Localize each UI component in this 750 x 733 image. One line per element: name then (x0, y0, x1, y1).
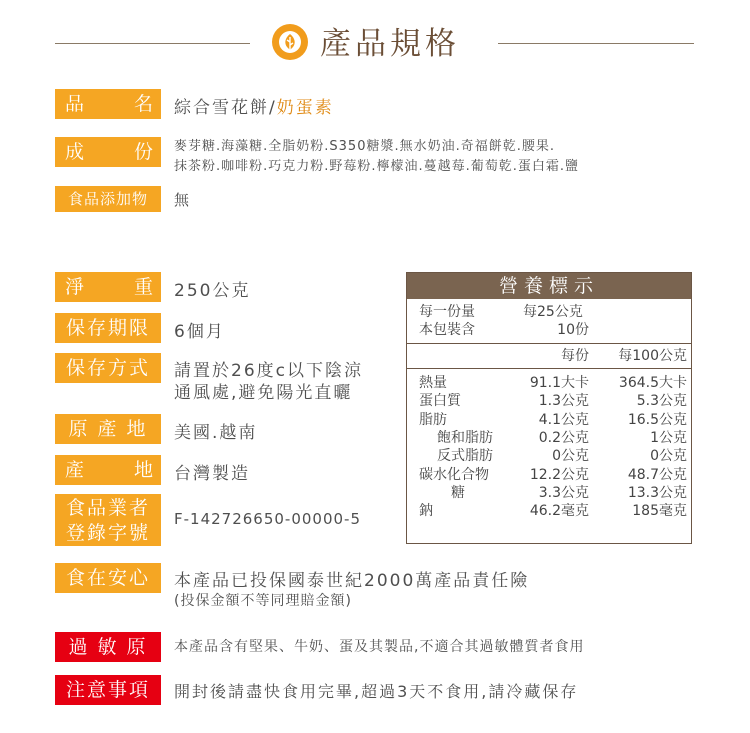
package-count-value: 10份 (557, 322, 589, 338)
col-per-serving: 每份 (561, 348, 589, 364)
label-origin: 原 產 地 (55, 414, 161, 444)
storage-line2: 通風處,避免陽光直曬 (174, 383, 353, 403)
nutrient-per-serving: 0公克 (552, 448, 589, 465)
additives-value: 無 (174, 191, 192, 209)
nutrient-per-100g: 185毫克 (632, 503, 687, 520)
nutrition-divider-1 (407, 343, 691, 344)
header-line-left (55, 43, 250, 44)
label-net-weight: 淨 重 (55, 272, 161, 302)
nutrition-title: 營養標示 (407, 273, 691, 299)
nutrient-per-serving: 0.2公克 (538, 429, 589, 446)
shelf-life-value: 6個月 (174, 322, 225, 342)
nutrient-per-100g: 1公克 (650, 429, 687, 446)
label-manufacture: 產 地 (55, 455, 161, 485)
nutrient-per-serving: 12.2公克 (529, 466, 589, 483)
nutrient-per-100g: 5.3公克 (636, 393, 687, 410)
nutrient-name: 飽和脂肪 (437, 429, 493, 446)
label-registration: 食品業者 登錄字號 (55, 494, 161, 546)
label-safety: 食在安心 (55, 563, 161, 593)
net-weight-value: 250公克 (174, 281, 251, 301)
manufacture-value: 台灣製造 (174, 464, 250, 484)
package-count-label: 本包裝含 (419, 322, 475, 338)
page-title: 產品規格 (320, 26, 460, 62)
nutrient-per-serving: 1.3公克 (538, 393, 589, 410)
nutrient-per-serving: 4.1公克 (538, 411, 589, 428)
nutrient-per-100g: 48.7公克 (627, 466, 687, 483)
notice-value: 開封後請盡快食用完畢,超過3天不食用,請冷藏保存 (174, 682, 579, 701)
label-allergen: 過 敏 原 (55, 632, 161, 662)
nutrient-per-100g: 364.5大卡 (618, 375, 687, 391)
leaf-icon (272, 24, 308, 60)
origin-value: 美國.越南 (174, 423, 258, 443)
storage-line1: 請置於26度c以下陰涼 (174, 361, 363, 381)
nutrient-name: 反式脂肪 (437, 448, 493, 465)
safety-line2: (投保金額不等同理賠金額) (174, 593, 352, 609)
nutrient-name: 碳水化合物 (419, 466, 489, 483)
label-additives: 食品添加物 (55, 186, 161, 212)
label-product-name: 品 名 (55, 89, 161, 119)
nutrient-name: 熱量 (419, 375, 447, 391)
nutrient-per-100g: 0公克 (650, 448, 687, 465)
nutrient-name: 鈉 (419, 503, 433, 520)
ingredients-line1: 麥芽糖.海藻糖.全脂奶粉.S350糖漿.無水奶油.奇福餅乾.腰果. (174, 139, 555, 154)
ingredients-line2: 抹茶粉.咖啡粉.巧克力粉.野莓粉.檸檬油.蔓越莓.葡萄乾.蛋白霜.鹽 (174, 159, 580, 174)
nutrient-per-serving: 46.2毫克 (529, 503, 589, 520)
safety-line1: 本產品已投保國泰世紀2000萬產品責任險 (174, 571, 530, 591)
nutrient-name: 糖 (451, 484, 465, 501)
allergen-value: 本產品含有堅果、牛奶、蛋及其製品,不適合其過敏體質者食用 (174, 639, 585, 655)
header-line-right (498, 43, 694, 44)
nutrition-table (406, 272, 692, 544)
product-name-value: 綜合雪花餅/奶蛋素 (174, 98, 334, 118)
nutrient-per-serving: 91.1大卡 (529, 375, 589, 391)
nutrient-name: 脂肪 (419, 411, 447, 428)
serving-size-value: 每25公克 (523, 304, 583, 320)
nutrient-per-100g: 13.3公克 (627, 484, 687, 501)
label-ingredients: 成 份 (55, 137, 161, 167)
nutrition-divider-2 (407, 368, 691, 369)
label-storage: 保存方式 (55, 353, 161, 383)
label-shelf-life: 保存期限 (55, 313, 161, 343)
registration-value: F-142726650-00000-5 (174, 510, 362, 528)
nutrient-per-100g: 16.5公克 (627, 411, 687, 428)
col-per-100g: 每100公克 (618, 348, 687, 364)
nutrient-per-serving: 3.3公克 (538, 484, 589, 501)
nutrient-name: 蛋白質 (419, 393, 461, 410)
diet-type: 奶蛋素 (276, 98, 334, 118)
label-notice: 注意事項 (55, 675, 161, 705)
serving-size-label: 每一份量 (419, 304, 475, 320)
